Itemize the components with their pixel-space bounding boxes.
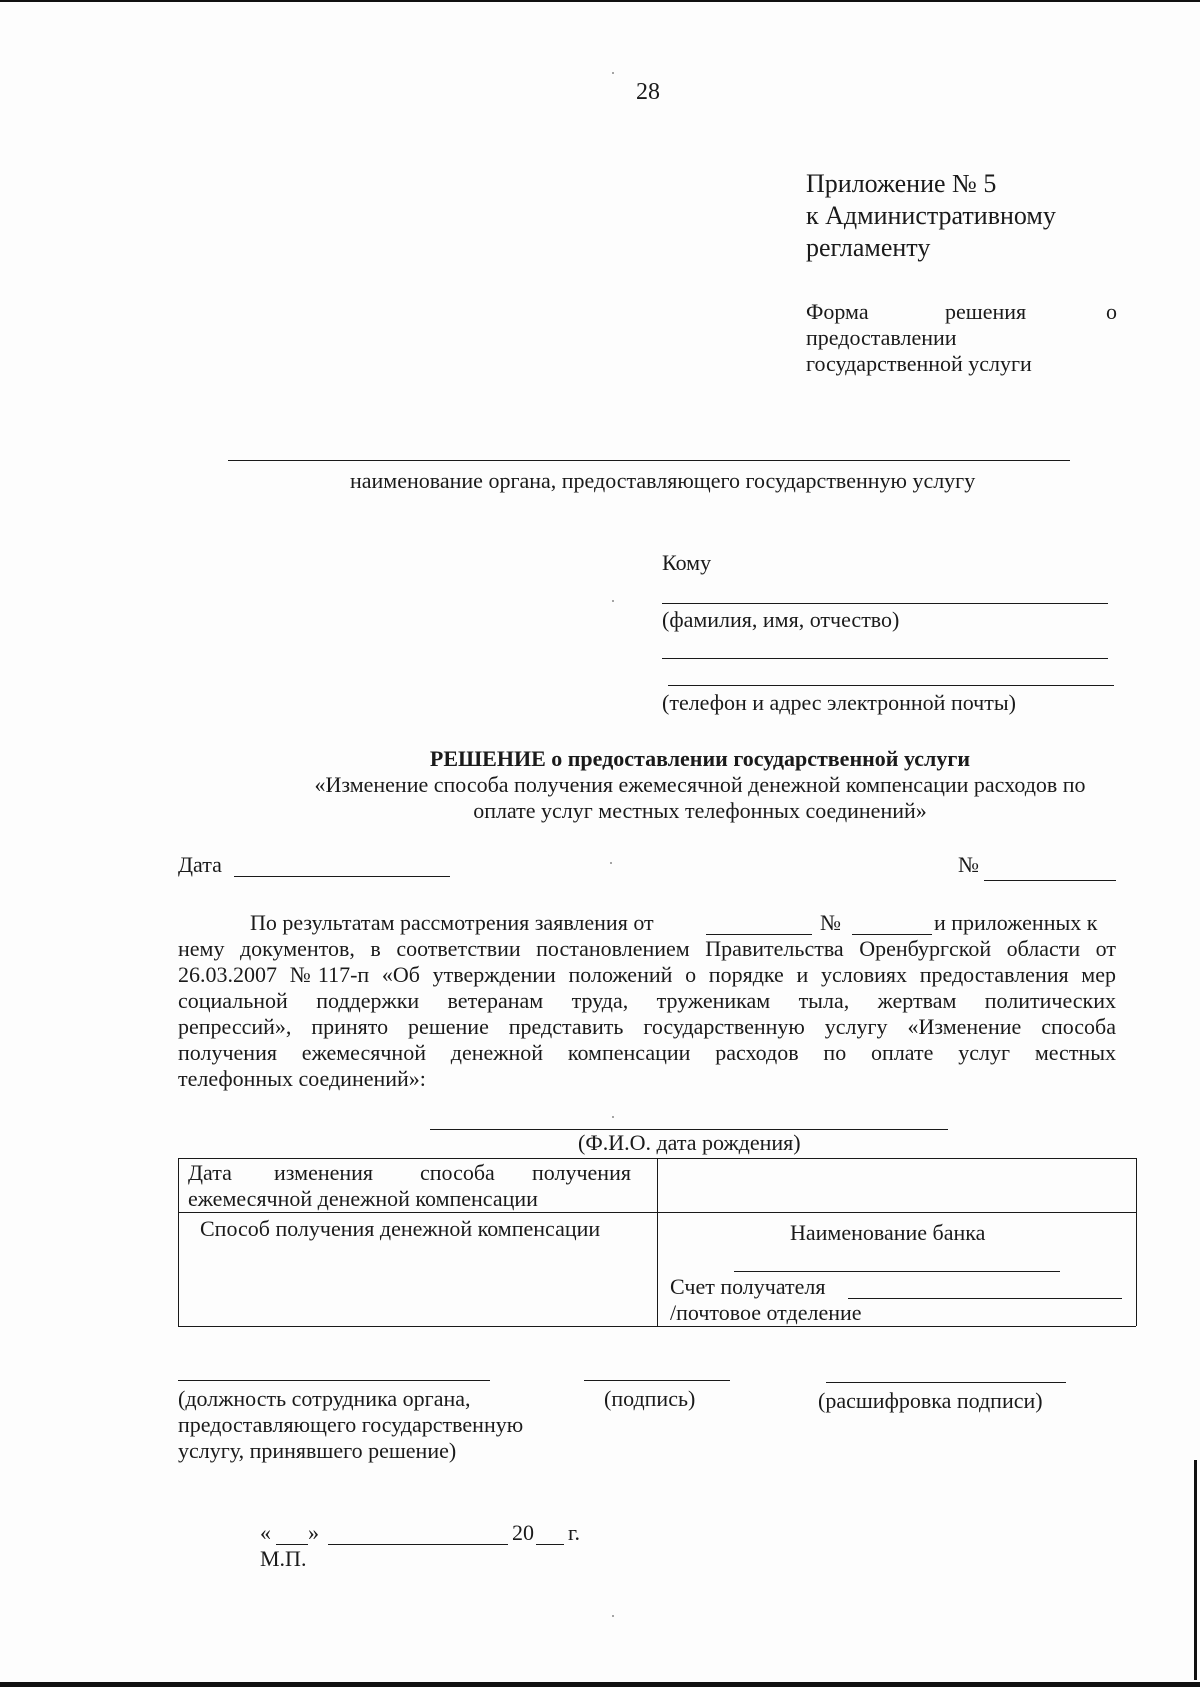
form-title-word-2: решения bbox=[945, 299, 1027, 324]
table-right-border bbox=[1136, 1158, 1137, 1326]
decision-heading: РЕШЕНИЕ о предоставлении государственной услуги bbox=[429, 746, 971, 771]
body-line-7: телефонных соединений»: bbox=[178, 1066, 426, 1091]
body-line-3: 26.03.2007 №117-п «Об утверждении положений о порядке и условиях предоставления мер bbox=[178, 962, 1116, 987]
form-title-word-1: Форма bbox=[806, 299, 869, 324]
change-date-line-2: ежемесячной денежной компенсации bbox=[188, 1186, 538, 1211]
scan-speck bbox=[612, 600, 614, 602]
scan-edge-right bbox=[1194, 1460, 1197, 1680]
application-number-line[interactable] bbox=[852, 934, 932, 935]
authority-line bbox=[228, 460, 1070, 461]
change-date-word-2: изменения bbox=[274, 1160, 374, 1185]
scan-speck bbox=[612, 72, 614, 74]
date-line[interactable] bbox=[234, 876, 450, 877]
body-line-4: социальной поддержки ветеранам труда, труженикам тыла, жертвам политических bbox=[178, 988, 1116, 1013]
compensation-table bbox=[178, 1158, 1136, 1326]
change-date-word-4: получения bbox=[532, 1160, 631, 1185]
body-line-6: получения ежемесячной денежной компенсации расходов по оплате услуг местных bbox=[178, 1040, 1116, 1065]
recipient-extra-line bbox=[662, 658, 1108, 659]
application-date-line[interactable] bbox=[706, 934, 812, 935]
table-column-divider bbox=[657, 1158, 658, 1326]
footer-year-line[interactable] bbox=[536, 1544, 564, 1545]
appendix-line-1: Приложение № 5 bbox=[806, 169, 997, 198]
account-line[interactable] bbox=[848, 1298, 1122, 1299]
decryption-line[interactable] bbox=[826, 1382, 1066, 1383]
scan-speck bbox=[612, 1116, 614, 1118]
body-line-2: нему документов, в соответствии постановлением Правительства Оренбургской области от bbox=[178, 936, 1116, 961]
stamp-label: М.П. bbox=[260, 1546, 307, 1571]
change-date-word-1: Дата bbox=[188, 1160, 232, 1185]
number-line[interactable] bbox=[984, 880, 1116, 881]
body-line-1-a: По результатам рассмотрения заявления от bbox=[250, 910, 654, 935]
signature-line[interactable] bbox=[584, 1380, 730, 1381]
position-caption-2: предоставляющего государственную bbox=[178, 1412, 524, 1437]
footer-day-line[interactable] bbox=[276, 1544, 308, 1545]
change-date-word-3: способа bbox=[420, 1160, 495, 1185]
body-line-1-b: № bbox=[820, 910, 841, 935]
appendix-line-3: регламенту bbox=[806, 233, 931, 262]
authority-caption: наименование органа, предоставляющего государственную услугу bbox=[350, 468, 976, 493]
recipient-contact-caption: (телефон и адрес электронной почты) bbox=[662, 690, 1016, 715]
bank-name-line[interactable] bbox=[734, 1271, 1060, 1272]
footer-close-quote: » bbox=[308, 1520, 319, 1545]
date-label: Дата bbox=[178, 852, 222, 877]
footer-month-line[interactable] bbox=[328, 1544, 508, 1545]
scan-edge-bottom bbox=[0, 1682, 1200, 1687]
footer-open-quote: « bbox=[260, 1520, 271, 1545]
body-line-5: репрессий», принято решение представить государственную услугу «Изменение способа bbox=[178, 1014, 1116, 1039]
scan-speck bbox=[612, 1615, 614, 1617]
recipient-name-caption: (фамилия, имя, отчество) bbox=[662, 607, 900, 632]
position-caption-3: услугу, принявшего решение) bbox=[178, 1438, 457, 1463]
payment-method-label: Способ получения денежной компенсации bbox=[200, 1216, 601, 1241]
page-number: 28 bbox=[636, 79, 660, 105]
decryption-caption: (расшифровка подписи) bbox=[818, 1388, 1043, 1413]
footer-year-suffix: г. bbox=[568, 1520, 581, 1545]
footer-year-prefix: 20 bbox=[512, 1520, 534, 1545]
form-title-line-3: государственной услуги bbox=[806, 351, 1032, 376]
recipient-to-label: Кому bbox=[662, 550, 712, 575]
scan-edge-top bbox=[0, 0, 1200, 2]
recipient-contact-line bbox=[668, 685, 1114, 686]
post-office-label: /почтовое отделение bbox=[670, 1300, 862, 1325]
body-line-1-c: и приложенных к bbox=[934, 910, 1098, 935]
bank-name-label: Наименование банка bbox=[790, 1220, 986, 1245]
account-label: Счет получателя bbox=[670, 1274, 826, 1299]
appendix-line-2: к Административному bbox=[806, 201, 1056, 230]
form-title-word-3: о bbox=[1106, 299, 1117, 324]
decision-subtitle-line-2: оплате услуг местных телефонных соединений» bbox=[473, 798, 927, 823]
position-line[interactable] bbox=[178, 1380, 490, 1381]
decision-subtitle-line-1: «Изменение способа получения ежемесячной денежной компенсации расходов по bbox=[314, 772, 1086, 797]
person-caption: (Ф.И.О. дата рождения) bbox=[578, 1130, 801, 1155]
recipient-name-line bbox=[662, 603, 1108, 604]
signature-caption: (подпись) bbox=[604, 1386, 696, 1411]
position-caption-1: (должность сотрудника органа, bbox=[178, 1386, 471, 1411]
table-bottom-border bbox=[178, 1326, 1136, 1327]
form-title-line-2: предоставлении bbox=[806, 325, 957, 350]
scan-speck bbox=[610, 862, 612, 864]
table-left-border bbox=[178, 1158, 179, 1326]
number-label: № bbox=[958, 852, 979, 877]
